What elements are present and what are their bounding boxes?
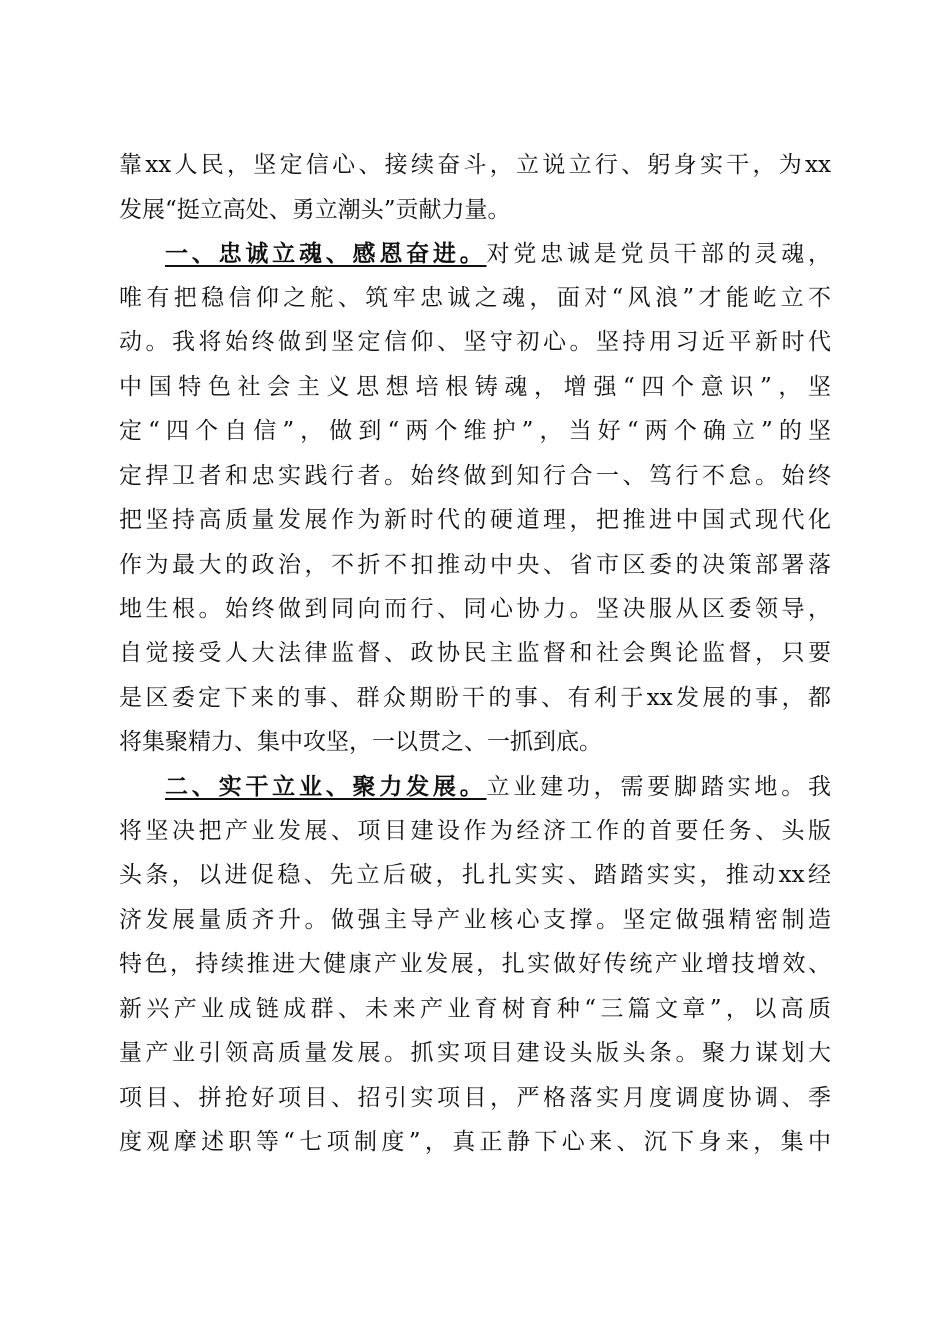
body-line: 将集聚精力、集中攻坚，一以贯之、一抓到底。: [119, 729, 602, 755]
body-line: 头条，以进促稳、先立后破，扎扎实实、踏踏实实，推动xx经: [119, 862, 831, 888]
body-line: 动。我将始终做到坚定信仰、坚守初心。坚持用习近平新时代: [119, 329, 831, 355]
body-line: 作为最大的政治，不折不扣推动中央、省市区委的决策部署落: [119, 552, 831, 578]
body-line: 济发展量质齐升。做强主导产业核心支撑。坚定做强精密制造: [119, 907, 831, 933]
body-line: 把坚持高质量发展作为新时代的硬道理，把推进中国式现代化: [119, 507, 831, 533]
body-line: 新兴产业成链成群、未来产业育树育种“三篇文章”，以高质: [119, 996, 831, 1022]
body-line: 量产业引领高质量发展。抓实项目建设头版头条。聚力谋划大: [119, 1040, 831, 1066]
body-text: 对党忠诚是党员干部的灵魂，: [486, 241, 832, 267]
body-line: 中国特色社会主义思想培根铸魂，增强“四个意识”，坚: [119, 374, 831, 400]
body-line: 特色，持续推进大健康产业发展，扎实做好传统产业增技增效、: [119, 951, 831, 977]
section-heading-one: 一、忠诚立魂、感恩奋进。: [165, 241, 487, 267]
body-line: 地生根。始终做到同向而行、同心协力。坚决服从区委领导，: [119, 596, 831, 622]
body-line: 是区委定下来的事、群众期盼干的事、有利于xx发展的事，都: [119, 685, 831, 711]
body-line: 项目、拼抢好项目、招引实项目，严格落实月度调度协调、季: [119, 1085, 831, 1111]
body-text: 立业建功，需要脚踏实地。我: [486, 774, 832, 800]
section-one-line: [165, 232, 831, 276]
body-line: 定“四个自信”，做到“两个维护”，当好“两个确立”的坚: [119, 418, 831, 444]
body-line: 将坚决把产业发展、项目建设作为经济工作的首要任务、头版: [119, 818, 831, 844]
body-line: 靠xx人民，坚定信心、接续奋斗，立说立行、躬身实干，为xx: [119, 152, 831, 178]
section-heading-two: 二、实干立业、聚力发展。: [165, 774, 487, 800]
section-two-line: [165, 765, 831, 809]
body-line: 唯有把稳信仰之舵、筑牢忠诚之魂，面对“风浪”才能屹立不: [119, 285, 831, 311]
body-line: 度观摩述职等“七项制度”，真正静下心来、沉下身来，集中: [119, 1129, 831, 1155]
body-line: 自觉接受人大法律监督、政协民主监督和社会舆论监督，只要: [119, 640, 831, 666]
body-line: 发展“挺立高处、勇立潮头”贡献力量。: [119, 197, 511, 223]
body-line: 定捍卫者和忠实践行者。始终做到知行合一、笃行不怠。始终: [119, 463, 831, 489]
